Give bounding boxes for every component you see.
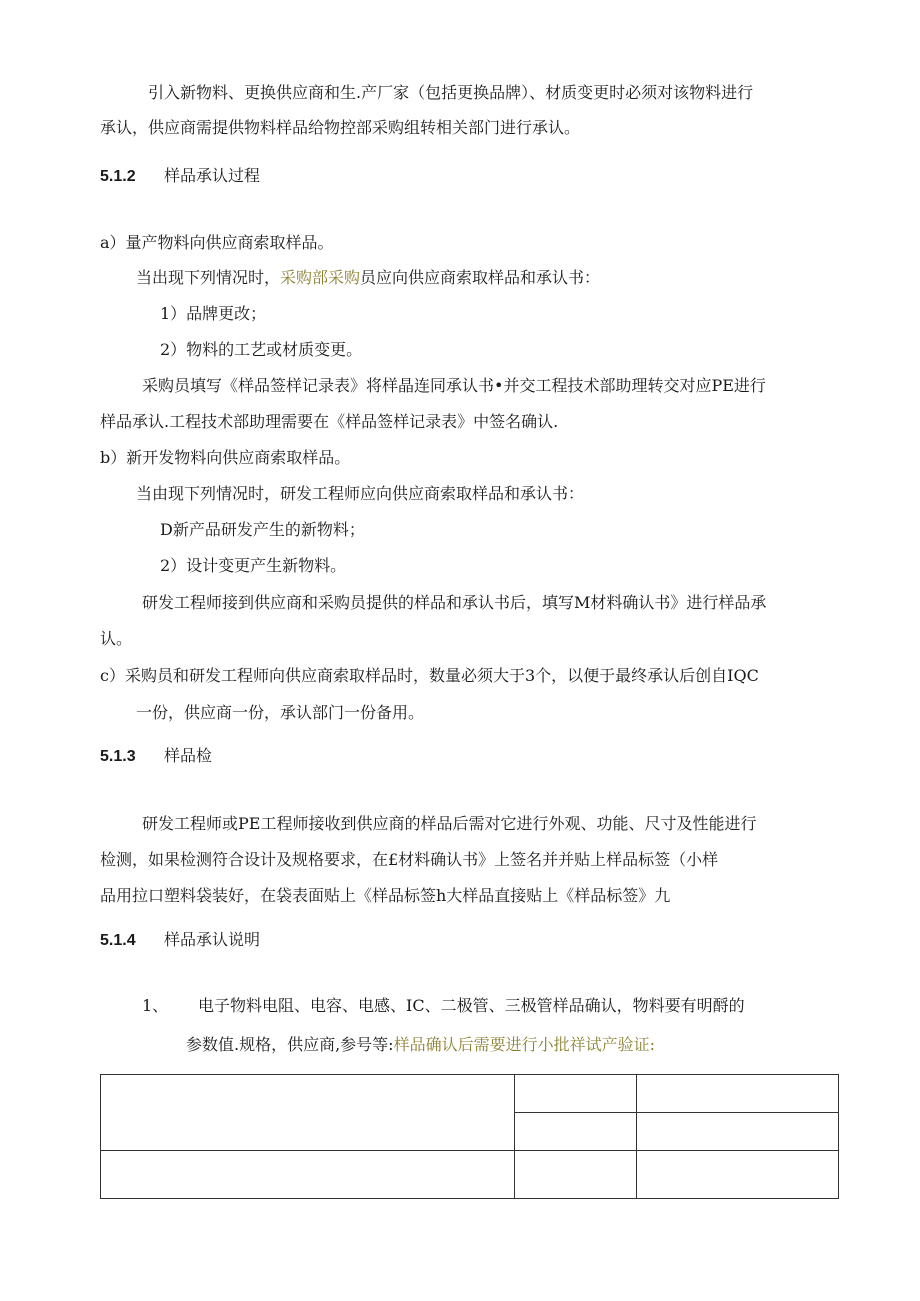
section-5-1-4-line-1: 电子物料电阻、电容、电感、IC、二极管、三极管样品确认，物料要有明酹的 [198, 996, 745, 1015]
item-a-condition [136, 267, 600, 289]
item-b-para-line-1: 研发工程师接到供应商和采购员提供的样品和承认书后，填写M材料确认书》进行样品承 [142, 593, 767, 612]
item-b-subitem-2: 2）设计变更产生新物料。 [160, 556, 347, 575]
condition-prefix: 当出现下列情况时， [136, 268, 281, 287]
table-cell [515, 1075, 637, 1113]
highlight-purchasing-dept: 采购部采购 [280, 268, 361, 287]
item-b-para-line-2: 认。 [100, 629, 133, 648]
section-number: 5.1.2 [100, 168, 136, 185]
section-5-1-3-line-3: 品用拉口塑料袋装好，在袋表面贴上《样品标签h大样品直接贴上《样品标签》九 [100, 886, 671, 905]
item-c-line-1: c）采购员和研发工程师向供应商索取样品时，数量必须大于3个，以便于最终承认后创自IQC [100, 666, 759, 685]
section-5-1-4-line-2 [186, 1034, 655, 1056]
intro-line-1: 引入新物料、更换供应商和生.产厂家（包括更换品牌）、材质变更时必须对该物料进行 [148, 83, 754, 102]
item-b-label: b）新开发物料向供应商索取样品。 [100, 448, 351, 467]
item-a-para-line-2: 样品承认.工程技术部助理需要在《样品签样记录表》中签名确认. [100, 412, 559, 431]
item-a-subitem-1: 1）品牌更改； [160, 304, 267, 323]
item-c-line-2: 一份，供应商一份，承认部门一份备用。 [136, 703, 425, 722]
line-prefix: 参数值.规格，供应商,参号等: [186, 1035, 394, 1054]
section-heading-5-1-2 [100, 166, 260, 188]
table-cell [101, 1151, 515, 1199]
section-number: 5.1.3 [100, 748, 136, 765]
blank-form-table [100, 1074, 839, 1199]
section-5-1-3-line-2: 检测，如果检测符合设计及规格要求，在£材料确认书》上签名并并贴上样品标签（小样 [100, 850, 719, 869]
table-cell [101, 1075, 515, 1151]
section-number: 5.1.4 [100, 932, 136, 949]
section-heading-5-1-4 [100, 930, 260, 952]
table-cell [637, 1151, 839, 1199]
table-row [101, 1075, 839, 1113]
section-title: 样品检 [164, 748, 213, 765]
item-a-para-line-1: 采购员填写《样品签样记录表》将样晶连同承认书•并交工程技术部助理转交对应PE进行 [142, 376, 766, 395]
table-cell [637, 1075, 839, 1113]
section-title: 样品承认说明 [164, 932, 261, 949]
table-cell [515, 1113, 637, 1151]
condition-suffix: 员应向供应商索取样品和承认书： [360, 268, 601, 287]
highlight-trial-production: 样品确认后需要进行小批祥试产验证: [393, 1035, 655, 1054]
item-b-condition: 当由现下列情况时，研发工程师应向供应商索取样品和承认书： [136, 484, 585, 503]
section-heading-5-1-3 [100, 746, 212, 768]
table-cell [515, 1151, 637, 1199]
table-cell [637, 1113, 839, 1151]
item-a-label: a）量产物料向供应商索取样品。 [100, 233, 334, 252]
section-5-1-4-item-number: 1、 [142, 996, 169, 1015]
table-row [101, 1151, 839, 1199]
item-a-subitem-2: 2）物料的工艺或材质变更。 [160, 340, 363, 359]
intro-line-2: 承认，供应商需提供物料样品给物控部采购组转相关部门进行承认。 [100, 118, 581, 137]
section-title: 样品承认过程 [164, 168, 261, 185]
item-b-subitem-1: D新产品研发产生的新物料； [160, 520, 365, 539]
section-5-1-3-line-1: 研发工程师或PE工程师接收到供应商的样品后需对它进行外观、功能、尺寸及性能进行 [142, 814, 757, 833]
